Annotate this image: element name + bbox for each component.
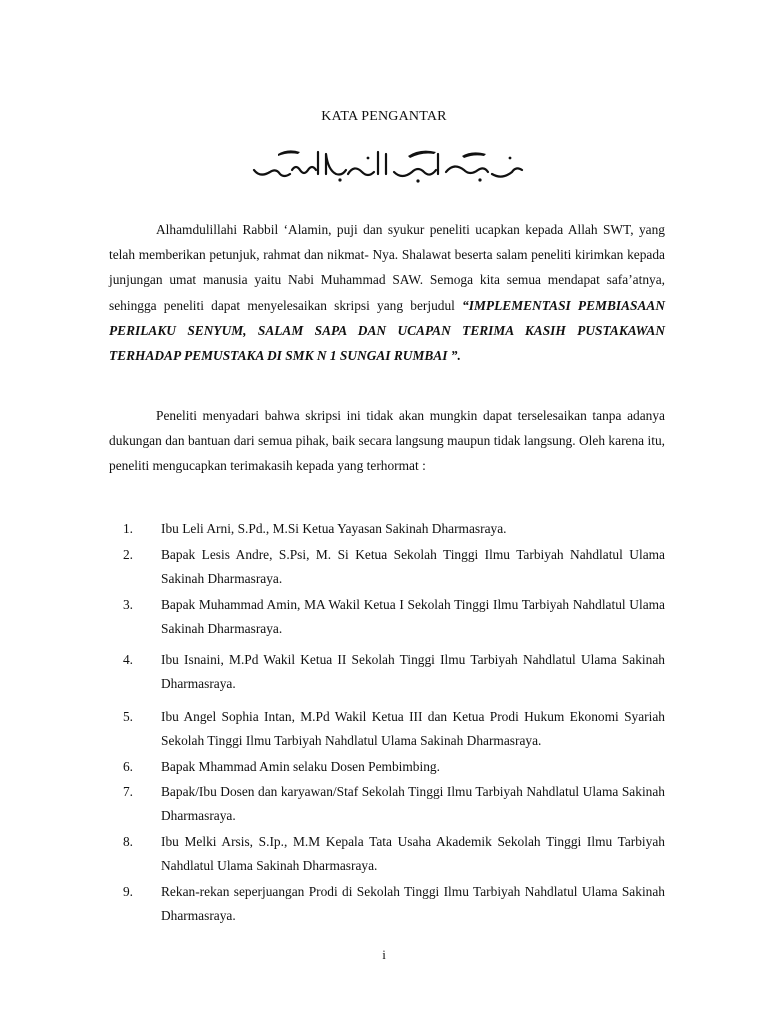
list-item-text: Bapak Mhammad Amin selaku Dosen Pembimbing. [161,759,440,774]
list-item-text: Bapak Lesis Andre, S.Psi, M. Si Ketua Sekolah Tinggi Ilmu Tarbiyah Nahdlatul Ulama Sakinah Dharmasraya. [161,547,665,586]
list-item-number: 3. [122,597,133,612]
list-item-number: 5. [122,709,133,724]
list-item-number: 9. [122,884,133,899]
list-item-text: Bapak/Ibu Dosen dan karyawan/Staf Sekolah Tinggi Ilmu Tarbiyah Nahdlatul Ulama Sakinah Dharmasraya. [161,784,665,823]
list-item-text: Bapak Muhammad Amin, MA Wakil Ketua I Sekolah Tinggi Ilmu Tarbiyah Nahdlatul Ulama Sakinah Dharmasraya. [161,597,665,636]
acknowledgement-paragraph [109,403,665,479]
list-item-text: Ibu Angel Sophia Intan, M.Pd Wakil Ketua III dan Ketua Prodi Hukum Ekonomi Syariah Sekolah Tinggi Ilmu Tarbiyah Nahdlatul Ulama Sakinah Dharmasraya. [161,709,665,748]
list-item-text: Ibu Leli Arni, S.Pd., M.Si Ketua Yayasan Sakinah Dharmasraya. [161,521,507,536]
list-item-number: 8. [122,834,133,849]
page-title: KATA PENGANTAR [321,109,447,124]
list-item-text: Ibu Isnaini, M.Pd Wakil Ketua II Sekolah Tinggi Ilmu Tarbiyah Nahdlatul Ulama Sakinah Dharmasraya. [161,652,665,691]
list-item-number: 4. [122,652,133,667]
list-item-number: 1. [122,521,133,536]
list-item-number: 7. [122,784,133,799]
thesis-title: “IMPLEMENTASI PEMBIASAAN PERILAKU SENYUM, SALAM SAPA DAN UCAPAN TERIMA KASIH PUSTAKAWAN TERHADAP PEMUSTAKA DI SMK N 1 SUNGAI RUMBAI ”. [109,297,666,364]
acknowledgement-paragraph-text: Peneliti menyadari bahwa skripsi ini tidak akan mungkin dapat terselesaikan tanpa adanya dukungan dan bantuan dari semua pihak, baik secara langsung maupun tidak langsung. Oleh karena itu, peneliti mengucapkan terimakasih kepada yang terhormat : [109,408,665,474]
list-item-number: 6. [122,759,133,774]
page-number: i [382,947,386,962]
opening-paragraph-text: Alhamdulillahi Rabbil ‘Alamin, puji dan syukur peneliti ucapkan kepada Allah SWT, yang telah memberikan petunjuk, rahmat dan nikmat- Nya. Shalawat beserta salam peneliti kirimkan kepada junjungan umat manusia yaitu Nabi Muhammad SAW. Semoga kita semua mendapat safa’atnya, sehingga peneliti dapat menyelesaikan skripsi yang berjudul [109,222,665,313]
list-item-text: Rekan-rekan seperjuangan Prodi di Sekolah Tinggi Ilmu Tarbiyah Nahdlatul Ulama Sakinah Dharmasraya. [161,884,665,923]
opening-paragraph [109,217,665,368]
list-item-number: 2. [122,547,133,562]
list-item-text: Ibu Melki Arsis, S.Ip., M.M Kepala Tata Usaha Akademik Sekolah Tinggi Ilmu Tarbiyah Nahdlatul Ulama Sakinah Dharmasraya. [161,834,665,873]
basmalah-calligraphy [248,144,528,184]
